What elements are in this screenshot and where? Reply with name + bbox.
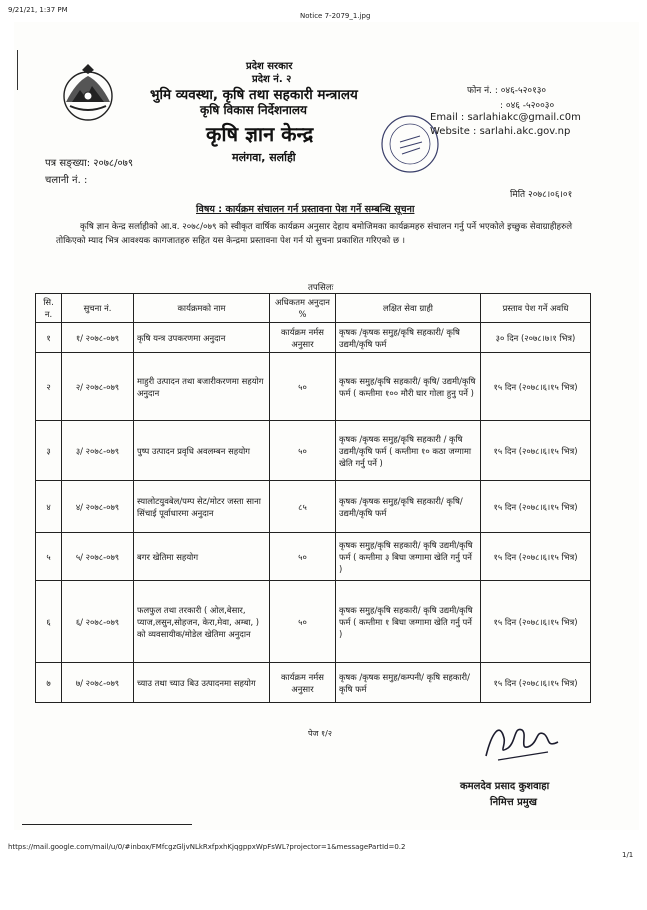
- cell-sn: ३: [36, 421, 62, 481]
- cell-sn: २: [36, 353, 62, 421]
- cell-notice: २/ २०७८-०७९: [62, 353, 134, 421]
- letter-number: पत्र सङ्ख्या: २०७८/०७९: [45, 158, 134, 169]
- table-header-row: [36, 294, 591, 323]
- table-row: [36, 581, 591, 663]
- cell-sn: ४: [36, 481, 62, 533]
- table-row: [36, 663, 591, 703]
- col-header-grant: अधिकतम अनुदान %: [270, 294, 336, 323]
- cell-period: १५ दिन (२०७८।६।१५ भित्र): [481, 421, 591, 481]
- cell-period: १५ दिन (२०७८।६।१५ भित्र): [481, 663, 591, 703]
- cell-period: ३० दिन (२०७८।७।१ भित्र): [481, 323, 591, 353]
- table-row: [36, 421, 591, 481]
- signature-icon: [478, 712, 568, 768]
- cell-program: कृषि यन्त्र उपकरणमा अनुदान: [134, 323, 270, 353]
- cell-program: च्याउ तथा च्याउ बिउ उत्पादनमा सहयोग: [134, 663, 270, 703]
- col-header-period: प्रस्ताव पेश गर्ने अवधि: [481, 294, 591, 323]
- signatory-title: निमित्त प्रमुख: [490, 797, 537, 808]
- col-header-target: लक्षित सेवा ग्राही: [336, 294, 481, 323]
- contact-phone2: : ०४६ -५२००३०: [500, 101, 555, 111]
- letterhead-ministry: भुमि व्यवस्था, कृषि तथा सहकारी मन्त्रालय: [150, 87, 358, 103]
- cell-notice: ५/ २०७८-०७९: [62, 533, 134, 581]
- subject-line: विषय : कार्यक्रम संचालन गर्न प्रस्तावना पेश गर्ने सम्बन्धि सूचना: [196, 204, 415, 215]
- office-stamp-icon: [378, 112, 442, 176]
- cell-sn: ५: [36, 533, 62, 581]
- cell-grant: कार्यक्रम नर्मस अनुसार: [270, 663, 336, 703]
- cell-period: १५ दिन (२०७८।६।१५ भित्र): [481, 353, 591, 421]
- dispatch-number: चलानी नं. :: [45, 175, 88, 186]
- footer-url-link[interactable]: https://mail.google.com/mail/u/0/#inbox/FMfcgzGljvNLkRxfpxhKjqgppxWpFsWL?projector=1&messagePartId=0.2: [8, 843, 406, 851]
- cell-sn: ६: [36, 581, 62, 663]
- cell-target: कृषक /कृषक समुह/कृषि सहकारी/ कृषि उद्यमी/कृषि फर्म: [336, 323, 481, 353]
- cell-program: स्यालोटयुवबेल/पम्प सेट/मोटर जस्ता साना सिंचाई पूर्वाधारमा अनुदान: [134, 481, 270, 533]
- letterhead-office: कृषि ज्ञान केन्द्र: [206, 122, 314, 146]
- col-header-notice: सुचना नं.: [62, 294, 134, 323]
- cell-period: १५ दिन (२०७८।६।१५ भित्र): [481, 533, 591, 581]
- cell-target: कृषक समुह/कृषि सहकारी/ कृषि उद्यमी/कृषि फर्म ( कम्तीमा १ बिघा जग्गामा खेति गर्नु पर्ने ): [336, 581, 481, 663]
- cell-target: कृषक समुह/कृषि सहकारी/ कृषि उद्यमी/कृषि फर्म ( कम्तीमा ३ बिघा जग्गामा खेति गर्नु पर्ने ): [336, 533, 481, 581]
- page-number: पेज १/२: [308, 729, 333, 738]
- body-paragraph: कृषि ज्ञान केन्द्र सर्लाहीको आ.व. २०७८/०७९ को स्वीकृत वार्षिक कार्यक्रम अनुसार देहाय बमोजिमका कार्यक्रमहरु संचालन गर्नु पर्ने भएकोले इच्छुक सेवाग्राहीहरुले तोकिएको म्याद भित्र आवश्यक कागजातहरु सहित यस केन्द्रमा प्रस्तावना पेश गर्न यो सुचना प्रकाशित गरिएको छ ।: [56, 222, 573, 246]
- col-header-sn: सि. न.: [36, 294, 62, 323]
- cell-grant: ५०: [270, 533, 336, 581]
- margin-mark: [17, 50, 18, 90]
- col-header-program: कार्यक्रमको नाम: [134, 294, 270, 323]
- letterhead-province-no: प्रदेश नं. २: [252, 74, 292, 85]
- cell-grant: ८५: [270, 481, 336, 533]
- signatory-name: कमलदेव प्रसाद कुशवाहा: [460, 781, 550, 792]
- print-file-title: Notice 7-2079_1.jpg: [300, 12, 371, 20]
- cell-sn: १: [36, 323, 62, 353]
- cell-program: फलफुल तथा तरकारी ( ओल,बेसार, प्याज,लसुन,सोहजन, केरा,मेवा, अम्बा, ) को व्यवसायीक/मोडेल खेतिमा अनुदान: [134, 581, 270, 663]
- cell-program: माहुरी उत्पादन तथा बजारीकरणमा सहयोग अनुदान: [134, 353, 270, 421]
- cell-notice: ६/ २०७८-०७९: [62, 581, 134, 663]
- footer-rule: [22, 824, 192, 825]
- cell-program: पुष्प उत्पादन प्रवृधि अवलम्बन सहयोग: [134, 421, 270, 481]
- contact-email: Email : sarlahiakc@gmail.c0m: [430, 112, 581, 123]
- table-row: [36, 533, 591, 581]
- letterhead-directorate: कृषि विकास निर्देशनालय: [200, 103, 307, 117]
- cell-grant: कार्यक्रम नर्मस अनुसार: [270, 323, 336, 353]
- cell-grant: ५०: [270, 353, 336, 421]
- cell-target: कृषक /कृषक समुह/कम्पनी/ कृषि सहकारी/ कृषि फर्म: [336, 663, 481, 703]
- cell-period: १५ दिन (२०७८।६।१५ भित्र): [481, 481, 591, 533]
- cell-program: बगर खेतिमा सहयोग: [134, 533, 270, 581]
- contact-website: Website : sarlahi.akc.gov.np: [430, 126, 571, 137]
- cell-target: कृषक /कृषक समुह/कृषि सहकारी/ कृषि/ उद्यमी/कृषि फर्म: [336, 481, 481, 533]
- cell-sn: ७: [36, 663, 62, 703]
- letterhead-province-govt: प्रदेश सरकार: [246, 61, 293, 72]
- cell-period: १५ दिन (२०७८।६।१५ भित्र): [481, 581, 591, 663]
- cell-notice: १/ २०७८-०७९: [62, 323, 134, 353]
- table-row: [36, 481, 591, 533]
- footer-page-count: 1/1: [622, 851, 634, 859]
- cell-notice: ४/ २०७८-०७९: [62, 481, 134, 533]
- contact-phone: फोन नं. : ०४६-५२०१३०: [467, 86, 547, 96]
- cell-grant: ५०: [270, 421, 336, 481]
- letterhead-location: मलंगवा, सर्लाही: [232, 151, 296, 164]
- programs-table: [35, 293, 591, 703]
- cell-grant: ५०: [270, 581, 336, 663]
- print-datetime: 9/21/21, 1:37 PM: [8, 6, 68, 14]
- cell-target: कृषक /कृषक समुह/कृषि सहकारी / कृषि उद्यमी/कृषि फर्म ( कम्तीमा १० कठा जग्गामा खेति गर्नु पर्ने ): [336, 421, 481, 481]
- nepal-emblem-icon: [56, 62, 120, 126]
- table-row: [36, 353, 591, 421]
- letter-date: मिति २०७८।०६।०१: [510, 190, 573, 200]
- cell-target: कृषक समुह/कृषि सहकारी/ कृषि/ उद्यमी/कृषि फर्म ( कम्तीमा १०० मौरी घार गोला हुनु पर्ने ): [336, 353, 481, 421]
- cell-notice: ३/ २०७८-०७९: [62, 421, 134, 481]
- table-row: [36, 323, 591, 353]
- table-caption: तपसिलः: [308, 283, 334, 293]
- cell-notice: ७/ २०७८-०७९: [62, 663, 134, 703]
